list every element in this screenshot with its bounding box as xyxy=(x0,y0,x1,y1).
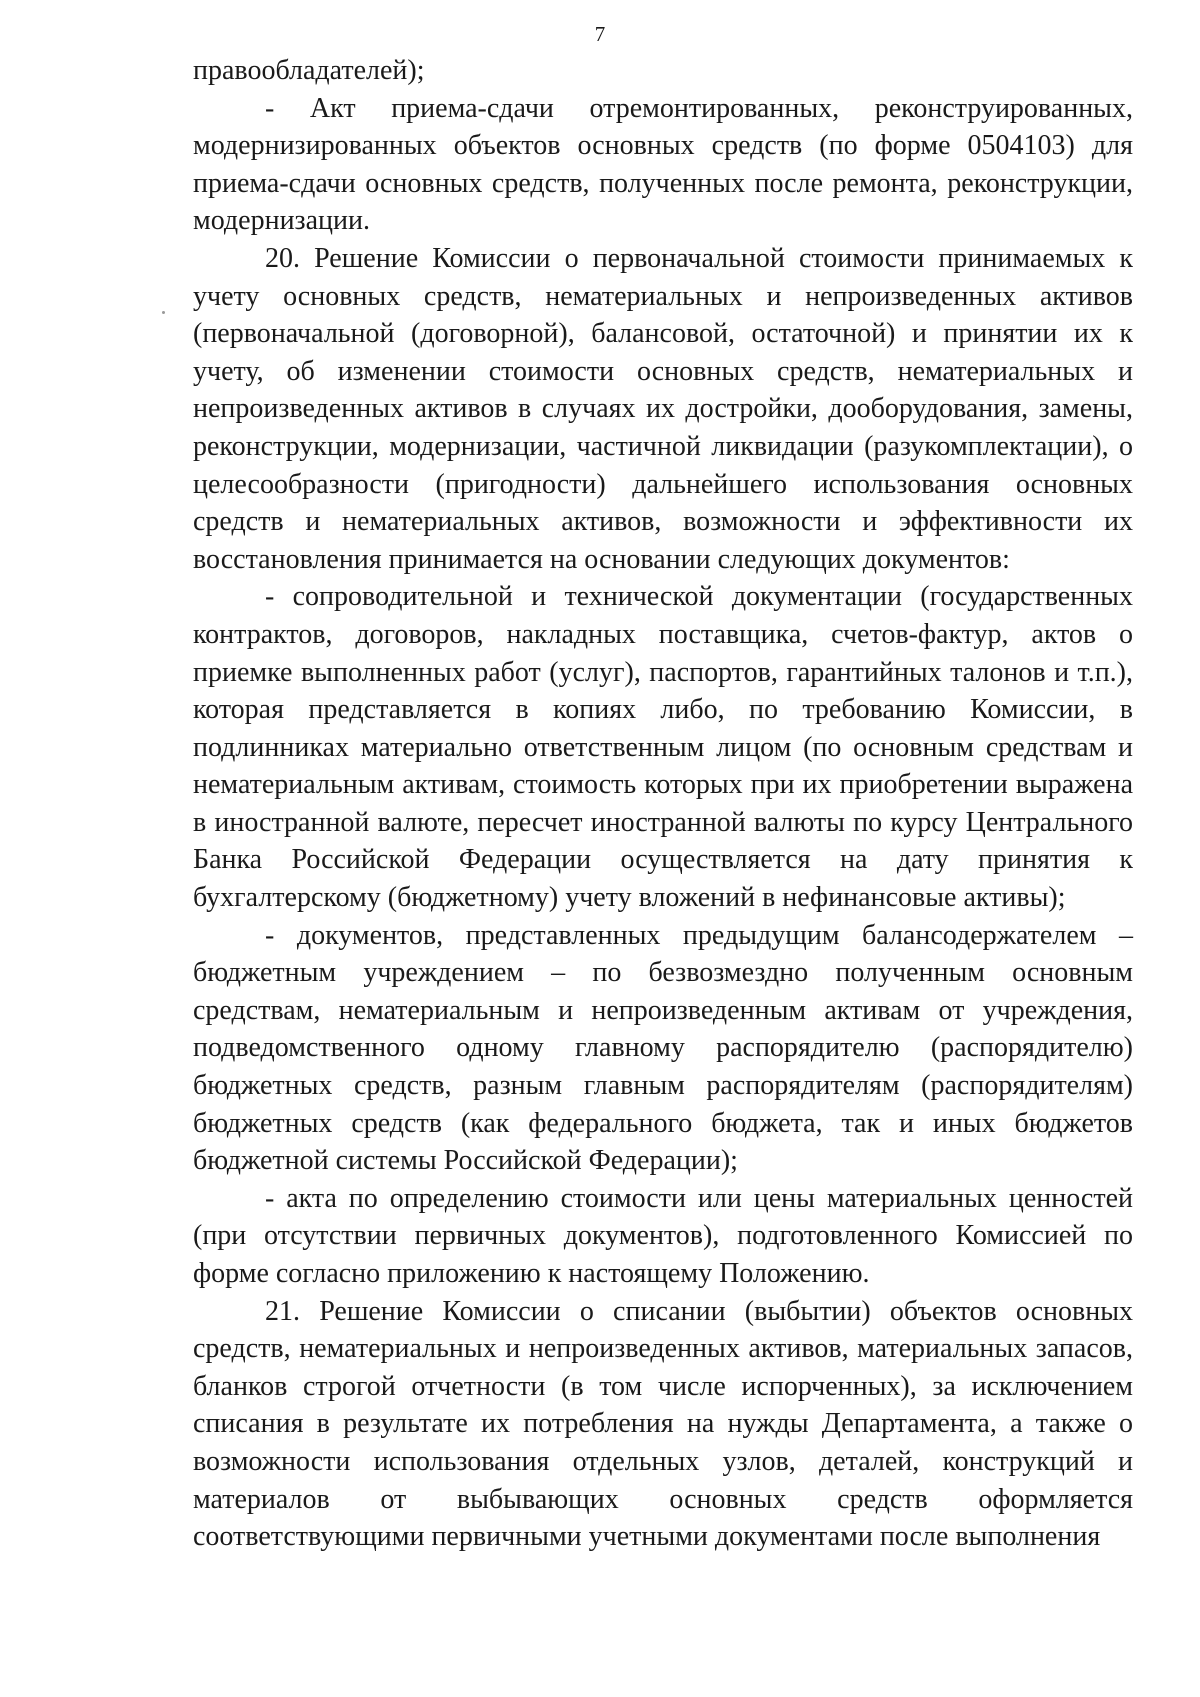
document-body xyxy=(193,52,1133,1556)
paragraph-valuation-act: - акта по определению стоимости или цены материальных ценностей (при отсутствии первичных документов), подготовленного Комиссией по форме согласно приложению к настоящему Положению. xyxy=(193,1182,1133,1289)
scan-artifact-dot xyxy=(162,311,165,314)
paragraph-item-21: 21. Решение Комиссии о списании (выбытии) объектов основных средств, нематериальных и непроизведенных активов, материальных запасов, бланков строгой отчетности (в том числе испорченных), за исключением списания в результате их потребления на нужды Департамента, а также о возможности использования отдельных узлов, деталей, конструкций и материалов от выбывающих основных средств оформляется соответствующими первичными учетными документами после выполнения xyxy=(193,1295,1133,1553)
paragraph-continuation: правообладателей); xyxy=(193,55,425,86)
paragraph-previous-holder-documents: - документов, представленных предыдущим балансодержателем – бюджетным учреждением – по безвозмездно полученным основным средствам, нематериальным и непроизведенным активам от учреждения, подведомственного одному главному распорядителю (распорядителю) бюджетных средств, разным главным распорядителям (распорядителям) бюджетных средств (как федерального бюджета, так и иных бюджетов бюджетной системы Российской Федерации); xyxy=(193,919,1133,1177)
paragraph-item-20: 20. Решение Комиссии о первоначальной стоимости принимаемых к учету основных средств, нематериальных и непроизведенных активов (первоначальной (договорной), балансовой, остаточной) и принятии их к учету, об изменении стоимости основных средств, нематериальных и непроизведенных активов в случаях их достройки, дооборудования, замены, реконструкции, модернизации, частичной ликвидации (разукомплектации), о целесообразности (пригодности) дальнейшего использования основных средств и нематериальных активов, возможности и эффективности их восстановления принимается на основании следующих документов: xyxy=(193,242,1133,575)
paragraph-act-form-0504103: - Акт приема-сдачи отремонтированных, реконструированных, модернизированных объектов основных средств (по форме 0504103) для приема-сдачи основных средств, полученных после ремонта, реконструкции, модернизации. xyxy=(193,92,1133,237)
page-number: 7 xyxy=(594,22,606,46)
paragraph-accompanying-documentation: - сопроводительной и технической документации (государственных контрактов, договоров, накладных поставщика, счетов-фактур, актов о приемке выполненных работ (услуг), паспортов, гарантийных талонов и т.п.), которая представляется в копиях либо, по требованию Комиссии, в подлинниках материально ответственным лицом (по основным средствам и нематериальным активам, стоимость которых при их приобретении выражена в иностранной валюте, пересчет иностранной валюты по курсу Центрального Банка Российской Федерации осуществляется на дату принятия к бухгалтерскому (бюджетному) учету вложений в нефинансовые активы); xyxy=(193,581,1133,914)
